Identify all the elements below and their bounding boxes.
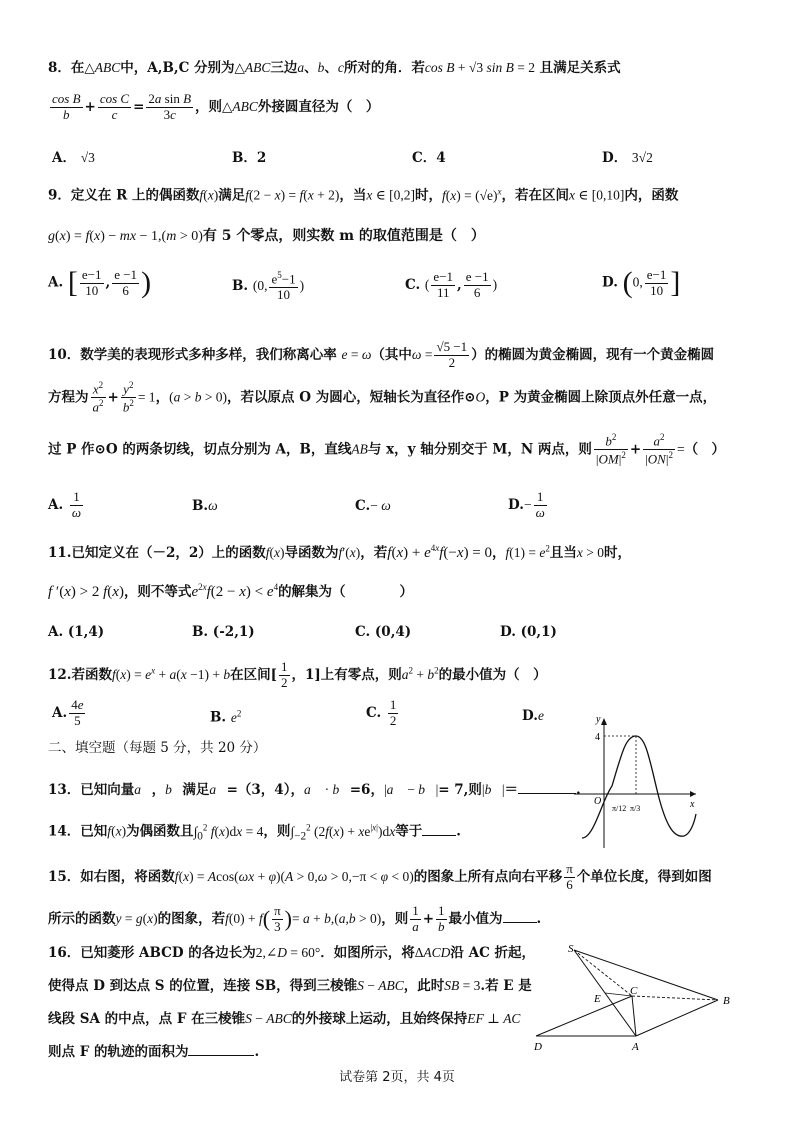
q9-line1: 9．定义在 R 上的偶函数f(x)满足f(2 − x) = f(x + 2)，当x ∈ [0,2]时，$f(x) = (√e)^x$，若在区间x ∈ [0,10]内，函数 — [48, 186, 679, 204]
q10-option-d[interactable]: D.− $\frac{1}{\omega}$ — [508, 489, 545, 520]
q11-line2: f ′(x) > 2 f(x)，则不等式$e^{2x}f(2 - x) < e^4$的解集为（ ） — [48, 582, 414, 600]
vertex-a: A — [632, 1041, 639, 1053]
q8-line1: 8．在△ABC中，A,B,C 分别为△ABC三边a、b、c所对的角．若cos B + √3 sin B = 2 且满足关系式 — [48, 60, 621, 76]
q14-line: 14．已知f(x)为偶函数且$\int_0^2$ f(x)dx = 4，则$\int_{-2}^2$ $(2f(x) + xe^{|x|})dx$等于 . — [48, 822, 461, 843]
q13-line: 13．已知向量a⃗，b⃗满足a⃗=（3，4），a⃗ · b⃗=6，|a⃗ − b⃗|= 7,则|b⃗|＝ . — [48, 782, 581, 798]
q11-line1: 11.已知定义在（－2，2）上的函数f(x)导函数为f′(x)，若$f(x) + e^{4x}f(-x) = 0$，$f(1) = e^2$且当x > 0时， — [48, 543, 632, 561]
y-axis-label: y — [596, 714, 601, 725]
q9-line2: g(x) = f(x) − mx − 1,(m > 0)有 5 个零点，则实数 m 的取值范围是（ ） — [48, 228, 485, 244]
q10-line3: 过 P 作⊙O 的两条切线，切点分别为 A，B，直线AB与 x，y 轴分别交于 M，N 两点，则 $\frac{b^2}{|OM|^2}$ + $\frac{a^2}{|ON|^2}$ =（ ） — [48, 432, 726, 467]
q8-line2: $\frac{\text{cos B}}{b}$ + $\frac{\text{cos C}}{c}$ = $\frac{\text{2a sin B}}{3c}$ ，则△ABC外接圆直径为（ ） — [52, 91, 380, 122]
vertex-c: C — [630, 985, 638, 997]
q10-line2: 方程为 $\frac{x^2}{a^2}$ + $\frac{y^2}{b^2}$ = 1，(a > b > 0)，若以原点 O 为圆心，短轴长为直径作⊙O，P 为黄金椭圆上除顶点外任意一点， — [48, 380, 717, 415]
peak-label: 4 — [595, 732, 600, 743]
q10-option-c[interactable]: C.− ω — [355, 498, 391, 514]
q9-option-a[interactable]: A. [ $\frac{e-1}{10}$ , $\frac{e -1}{6}$ ) — [48, 266, 152, 299]
q12-line1: 12.若函数$f(x) = e^x + a(x -1) + b$在区间[ $\frac{1}{2}$ ，1]上有零点，则$a^2 + b^2$的最小值为（ ） — [48, 659, 547, 690]
q14-answer-blank[interactable] — [422, 835, 456, 836]
q16-line3: 线段 SA 的中点，点 F 在三棱锥S − ABC的外接球上运动，且始终保持EF ⊥ AC — [48, 1011, 521, 1027]
tick-pi-12: π/12 — [612, 804, 627, 813]
q11-option-b[interactable]: B. (-2,1) — [192, 624, 255, 640]
q11-option-c[interactable]: C. (0,4) — [355, 624, 412, 640]
tick-pi-3: π/3 — [630, 804, 641, 813]
cosine-graph — [570, 712, 700, 852]
pyramid-figure — [528, 940, 748, 1058]
section-header: 二、填空题（每题 5 分，共 20 分） — [48, 740, 267, 756]
page-footer: 试卷第 2页，共 4页 — [339, 1070, 455, 1085]
q8-option-d[interactable]: D． 3√2 — [602, 150, 653, 166]
q16-line1: 16．已知菱形 ABCD 的各边长为2,∠D = 60°．如图所示，将ΔACD沿 AC 折起， — [48, 945, 536, 961]
q9-option-c[interactable]: C. ( $\frac{e-1}{11}$ , $\frac{e -1}{6}$ ) — [405, 269, 498, 300]
q9-option-b[interactable]: B. (0, $\frac{e^5-1}{10}$ ) — [232, 270, 305, 303]
vertex-s: S — [568, 943, 574, 955]
q10-line1: 10．数学美的表现形式多种多样，我们称离心率 e = ω（其中ω = $\frac{√5 -1}{2}$ ）的椭圆为黄金椭圆，现有一个黄金椭圆 — [48, 339, 715, 370]
origin-label: O — [594, 796, 602, 807]
vertex-d: D — [534, 1041, 542, 1053]
x-axis-label: x — [690, 799, 695, 810]
q16-answer-blank[interactable] — [188, 1055, 254, 1056]
q12-option-b[interactable]: B. $e^2$ — [210, 708, 242, 726]
q10-option-b[interactable]: B.ω — [192, 498, 218, 514]
q13-answer-blank[interactable] — [518, 793, 576, 794]
q9-option-d[interactable]: D. (0, $\frac{e-1}{10}$ ] — [602, 266, 681, 299]
q12-option-d[interactable]: D.e — [522, 708, 544, 724]
vertex-b: B — [723, 995, 730, 1007]
q8-option-c[interactable]: C．4 — [412, 150, 446, 166]
q10-option-a[interactable]: A. $\frac{1}{\omega}$ — [48, 489, 82, 520]
q12-option-a[interactable]: A. $\frac{4e}{5}$ — [52, 697, 84, 728]
q16-line4: 则点 F 的轨迹的面积为 . — [48, 1044, 260, 1060]
q11-option-a[interactable]: A. (1,4) — [48, 624, 105, 640]
q15-answer-blank[interactable] — [503, 922, 537, 923]
q11-option-d[interactable]: D. (0,1) — [500, 624, 557, 640]
q8-option-a[interactable]: A． √3 — [52, 150, 95, 166]
q15-line2: 所示的函数y = g(x)的图象，若f(0) + f( $\frac{\pi}{3}$ )= a + b,(a,b > 0)，则 $\frac{1}{a}$ + $\frac{1}{b}$ 最小值为 . — [48, 903, 542, 934]
vertex-e: E — [594, 993, 601, 1005]
q15-line1: 15．如右图，将函数f(x) = Acos(ωx + φ)(A > 0,ω > 0,−π < φ < 0)的图象上所有点向右平移 $\frac{\pi}{6}$ 个单位长度，得到如图 — [48, 861, 712, 892]
q12-option-c[interactable]: C. $\frac{1}{2}$ — [366, 697, 397, 728]
q8-option-b[interactable]: B．2 — [232, 150, 267, 166]
q16-line2: 使得点 D 到达点 S 的位置，连接 SB，得到三棱锥S − ABC，此时SB = 3.若 E 是 — [48, 978, 532, 994]
